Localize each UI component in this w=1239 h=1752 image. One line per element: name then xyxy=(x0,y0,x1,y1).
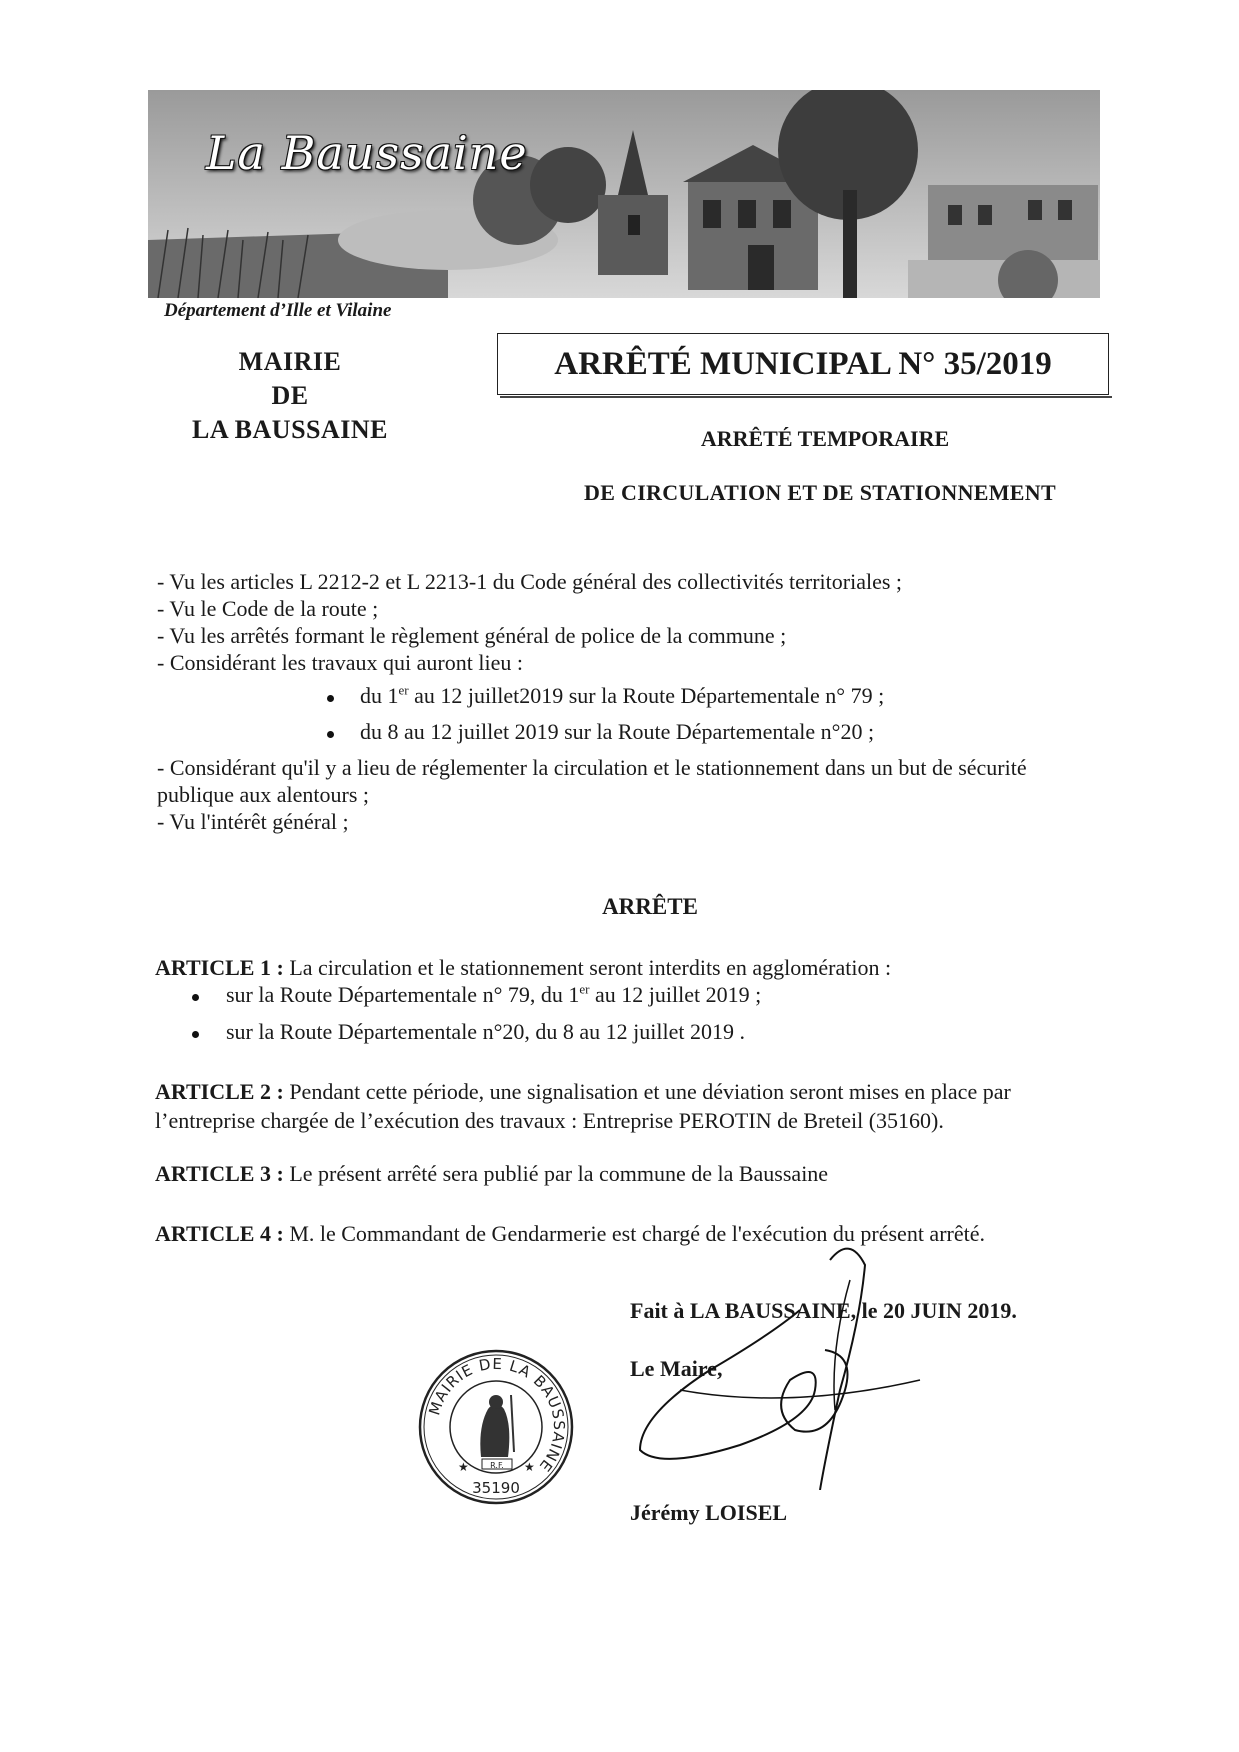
bullet-icon xyxy=(192,1031,199,1038)
visa-line: - Vu le Code de la route ; xyxy=(157,596,379,621)
svg-text:★: ★ xyxy=(524,1460,535,1474)
article-1-label: ARTICLE 1 : xyxy=(155,955,284,980)
bullet-icon xyxy=(192,994,199,1001)
mairie-block xyxy=(160,345,420,447)
svg-text:MAIRIE DE LA BAUSSAINE: MAIRIE DE LA BAUSSAINE xyxy=(425,1354,569,1476)
department-label: Département d’Ille et Vilaine xyxy=(164,300,392,321)
arrete-title: ARRÊTÉ MUNICIPAL N° 35/2019 xyxy=(554,345,1052,382)
visa-line: publique aux alentours ; xyxy=(157,782,370,807)
visa-line: - Vu l'intérêt général ; xyxy=(157,809,349,834)
mairie-line-2: DE xyxy=(271,381,309,410)
subtitle-circulation: DE CIRCULATION ET DE STATIONNEMENT xyxy=(584,480,1056,505)
mairie-line-1: MAIRIE xyxy=(238,347,342,376)
fait-a-line: Fait à LA BAUSSAINE, le 20 JUIN 2019. xyxy=(630,1298,1017,1323)
article-1-bullet: sur la Route Départementale n° 79, du 1er au 12 juillet 2019 ; xyxy=(226,981,762,1007)
title-box-underline xyxy=(500,396,1112,398)
svg-text:R.F.: R.F. xyxy=(490,1461,504,1470)
article-2-continued: l’entreprise chargée de l’exécution des travaux : Entreprise PEROTIN de Breteil (35160). xyxy=(155,1108,944,1133)
article-4-label: ARTICLE 4 : xyxy=(155,1221,284,1246)
article-1-bullet: sur la Route Départementale n°20, du 8 au 12 juillet 2019 . xyxy=(226,1019,745,1044)
bullet-icon xyxy=(327,695,334,702)
handwritten-signature xyxy=(620,1240,950,1490)
visa-bullet: du 8 au 12 juillet 2019 sur la Route Départementale n°20 ; xyxy=(360,719,875,744)
visa-line: - Vu les articles L 2212-2 et L 2213-1 du Code général des collectivités territoriales ; xyxy=(157,569,903,594)
visa-line: - Considérant les travaux qui auront lieu : xyxy=(157,650,523,675)
article-3: ARTICLE 3 : Le présent arrêté sera publié par la commune de la Baussaine xyxy=(155,1161,829,1186)
mairie-line-3: LA BAUSSAINE xyxy=(191,415,388,444)
bullet-icon xyxy=(327,731,334,738)
article-4: ARTICLE 4 : M. le Commandant de Gendarmerie est chargé de l'exécution du présent arrêté. xyxy=(155,1221,985,1246)
article-1: ARTICLE 1 : La circulation et le stationnement seront interdits en agglomération : xyxy=(155,955,892,980)
arrete-heading: ARRÊTE xyxy=(602,894,698,919)
maire-role: Le Maire, xyxy=(630,1356,723,1381)
article-2-label: ARTICLE 2 : xyxy=(155,1079,284,1104)
svg-text:35190: 35190 xyxy=(472,1479,520,1497)
visa-bullet: du 1er au 12 juillet2019 sur la Route Départementale n° 79 ; xyxy=(360,682,885,708)
visa-line: - Vu les arrêtés formant le règlement général de police de la commune ; xyxy=(157,623,787,648)
subtitle-temporaire: ARRÊTÉ TEMPORAIRE xyxy=(700,426,950,451)
article-2: ARTICLE 2 : Pendant cette période, une signalisation et une déviation seront mises en place par xyxy=(155,1079,1011,1104)
svg-text:★: ★ xyxy=(458,1460,469,1474)
mayor-name: Jérémy LOISEL xyxy=(630,1500,788,1525)
banner-logo-text: La Baussaine xyxy=(206,126,528,180)
visa-line: - Considérant qu'il y a lieu de réglementer la circulation et le stationnement dans un but de sécurité xyxy=(157,755,1027,780)
article-3-label: ARTICLE 3 : xyxy=(155,1161,284,1186)
mairie-seal-stamp xyxy=(416,1347,576,1507)
arrete-title-box xyxy=(497,333,1109,395)
header-banner-image xyxy=(148,90,1100,298)
